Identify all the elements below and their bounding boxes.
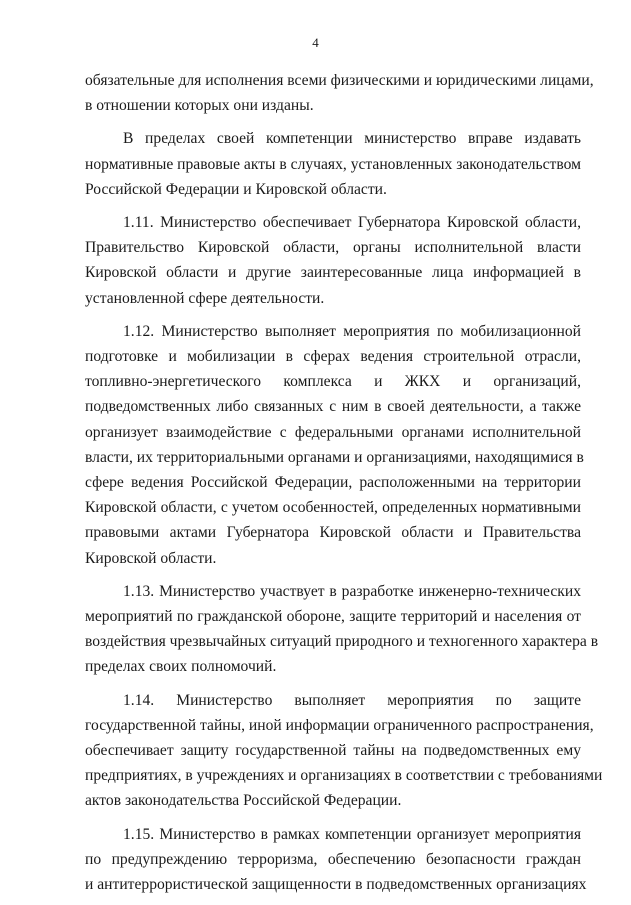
text-line: подготовке и мобилизации в сферах ведения строительной отрасли, bbox=[85, 348, 581, 366]
text-line: Правительство Кировской области, органы исполнительной власти bbox=[85, 239, 581, 257]
paragraph bbox=[85, 126, 581, 202]
text-line: обязательные для исполнения всеми физическими и юридическими лицами, bbox=[85, 72, 594, 89]
text-line: топливно-энергетического комплекса и ЖКХ и организаций, bbox=[85, 373, 581, 391]
text-line: 1.13. Министерство участвует в разработке инженерно-технических bbox=[123, 582, 581, 600]
text-line: актов законодательства Российской Федерации. bbox=[85, 792, 402, 810]
text-line: государственной тайны, иной информации ограниченного распространения, bbox=[85, 716, 594, 734]
paragraph bbox=[85, 579, 599, 680]
text-line: 1.11. Министерство обеспечивает Губернатора Кировской области, bbox=[123, 214, 581, 232]
text-line: Российской Федерации и Кировской области. bbox=[85, 180, 387, 198]
paragraph bbox=[85, 210, 581, 311]
text-line: мероприятий по гражданской обороне, защите территорий и населения от bbox=[85, 608, 581, 626]
text-line: Кировской области и другие заинтересованные лица информацией в bbox=[85, 264, 581, 282]
text-line: предприятиях, в учреждениях и организациях в соответствии с требованиями bbox=[85, 767, 603, 785]
text-line: организует взаимодействие с федеральными органами исполнительной bbox=[85, 423, 581, 441]
document-body bbox=[85, 68, 603, 897]
text-line: нормативные правовые акты в случаях, установленных законодательством bbox=[85, 155, 581, 173]
text-line: Кировской области, с учетом особенностей, определенных нормативными bbox=[85, 499, 581, 517]
text-line: 1.15. Министерство в рамках компетенции организует мероприятия bbox=[123, 825, 581, 843]
text-line: воздействия чрезвычайных ситуаций природного и техногенного характера в bbox=[85, 633, 599, 651]
paragraph bbox=[85, 68, 594, 118]
text-line: и антитеррористической защищенности в подведомственных организациях bbox=[85, 876, 587, 894]
text-line: в отношении которых они изданы. bbox=[85, 97, 314, 115]
text-line: правовыми актами Губернатора Кировской области и Правительства bbox=[85, 524, 581, 542]
text-line: пределах своих полномочий. bbox=[85, 658, 277, 676]
text-line: обеспечивает защиту государственной тайны на подведомственных ему bbox=[85, 742, 581, 760]
page-number: 4 bbox=[312, 35, 319, 50]
text-line: Кировской области. bbox=[85, 549, 217, 567]
text-line: 1.12. Министерство выполняет мероприятия по мобилизационной bbox=[123, 322, 581, 340]
text-line: В пределах своей компетенции министерство вправе издавать bbox=[123, 130, 581, 148]
text-line: власти, их территориальными органами и организациями, находящимися в bbox=[85, 448, 584, 466]
text-line: сфере ведения Российской Федерации, расположенными на территории bbox=[85, 474, 581, 492]
text-line: 1.14. Министерство выполняет мероприятия по защите bbox=[123, 691, 581, 709]
paragraph bbox=[85, 319, 584, 571]
paragraph bbox=[85, 688, 603, 814]
text-line: по предупреждению терроризма, обеспечению безопасности граждан bbox=[85, 850, 581, 868]
text-line: установленной сфере деятельности. bbox=[85, 289, 325, 307]
paragraph bbox=[85, 822, 587, 898]
text-line: подведомственных либо связанных с ним в своей деятельности, а также bbox=[85, 398, 581, 416]
